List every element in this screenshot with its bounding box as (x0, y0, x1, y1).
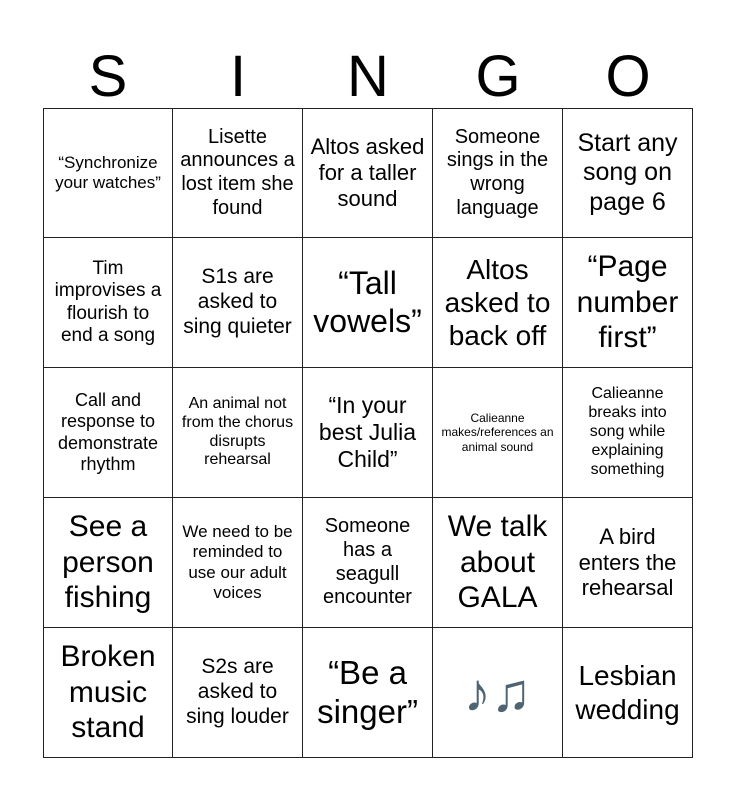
cell-text: Altos asked for a taller sound (310, 134, 425, 211)
free-space-cell[interactable] (433, 628, 563, 758)
header-letter-n: N (347, 44, 389, 109)
cell-text: “In your best Julia Child” (318, 391, 417, 473)
bingo-cell[interactable] (43, 628, 173, 758)
bingo-cell[interactable] (563, 108, 693, 238)
bingo-cell[interactable] (563, 238, 693, 368)
cell-text: We need to be reminded to use our adult voices (182, 522, 293, 602)
cell-text: “Be a singer” (317, 653, 418, 730)
header-letter-g: G (475, 44, 521, 109)
bingo-cell[interactable] (433, 108, 563, 238)
bingo-cell[interactable] (303, 238, 433, 368)
bingo-cell[interactable] (433, 368, 563, 498)
cell-text: “Synchronize your watches” (55, 152, 161, 192)
cell-text: An animal not from the chorus disrupts rehearsal (181, 394, 294, 469)
bingo-cell[interactable] (43, 108, 173, 238)
cell-text: Broken music stand (60, 640, 156, 745)
bingo-cell[interactable] (173, 108, 303, 238)
bingo-cell[interactable] (303, 368, 433, 498)
bingo-cell[interactable] (173, 498, 303, 628)
cell-text: Someone sings in the wrong language (446, 125, 549, 219)
bingo-cell[interactable] (303, 498, 433, 628)
bingo-cell[interactable] (43, 498, 173, 628)
cell-text: Tim improvises a flourish to end a song (54, 257, 162, 346)
header-letter-o: O (605, 44, 651, 109)
header-letter-s: S (88, 44, 128, 109)
music-notes-icon: ♪♫ (463, 662, 532, 723)
bingo-cell[interactable] (433, 238, 563, 368)
bingo-board (43, 108, 693, 758)
bingo-cell[interactable] (433, 498, 563, 628)
cell-text: “Page number first” (576, 250, 679, 355)
bingo-cell[interactable] (303, 108, 433, 238)
cell-text: Lisette announces a lost item she found (180, 125, 295, 219)
cell-text: Altos asked to back off (444, 253, 551, 352)
cell-text: Calieanne breaks into song while explaining something (588, 385, 667, 478)
bingo-cell[interactable] (303, 628, 433, 758)
bingo-cell[interactable] (173, 628, 303, 758)
bingo-cell[interactable] (173, 368, 303, 498)
bingo-header (43, 40, 693, 108)
cell-text: Someone has a seagull encounter (323, 515, 412, 609)
cell-text: We talk about GALA (447, 510, 548, 615)
cell-text: See a person fishing (62, 510, 154, 615)
bingo-cell[interactable] (173, 238, 303, 368)
cell-text: Lesbian wedding (575, 660, 680, 725)
bingo-cell[interactable] (43, 368, 173, 498)
cell-text: Call and response to demonstrate rhythm (57, 390, 159, 474)
bingo-cell[interactable] (563, 368, 693, 498)
bingo-cell[interactable] (563, 498, 693, 628)
cell-text: A bird enters the rehearsal (578, 523, 677, 601)
header-letter-i: I (229, 44, 247, 109)
bingo-cell[interactable] (563, 628, 693, 758)
bingo-cell[interactable] (43, 238, 173, 368)
cell-text: Start any song on page 6 (577, 128, 678, 216)
cell-text: S1s are asked to sing quieter (183, 265, 292, 338)
cell-text: “Tall vowels” (313, 264, 422, 339)
cell-text: Calieanne makes/references an animal sound (441, 411, 554, 454)
cell-text: S2s are asked to sing louder (186, 655, 289, 728)
